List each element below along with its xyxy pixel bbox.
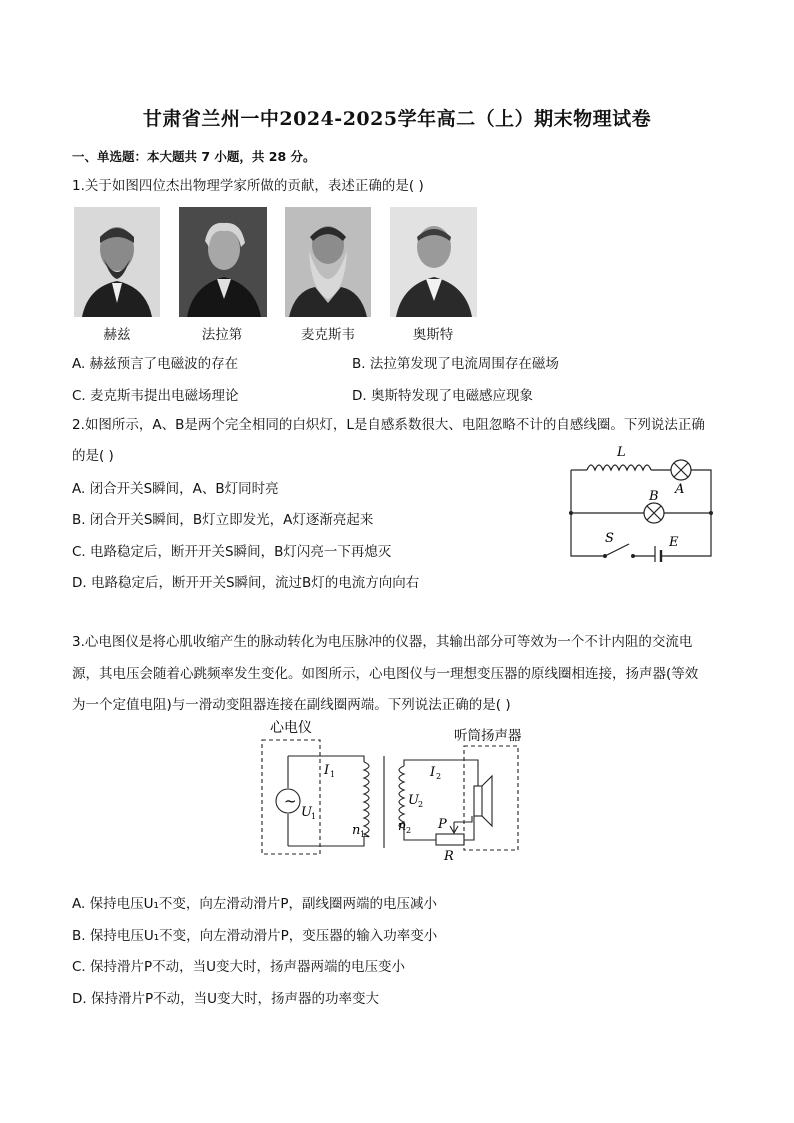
label-u2-sub: 2 — [418, 800, 424, 809]
label-b: B — [649, 489, 659, 504]
q1-option-a[interactable]: A. 赫兹预言了电磁波的存在 — [72, 356, 239, 372]
label-n2-sub: 2 — [406, 826, 412, 835]
faraday-portrait-image — [177, 207, 267, 317]
label-n1-sub: 1 — [360, 830, 366, 839]
hertz-portrait-image — [74, 207, 160, 317]
q2-option-a[interactable]: A. 闭合开关S瞬间，A、B灯同时亮 — [72, 481, 279, 497]
oersted-portrait-image — [389, 207, 477, 317]
label-e: E — [669, 535, 679, 550]
label-i1: I — [324, 763, 330, 778]
portrait-label: 奥斯特 — [412, 327, 454, 343]
portrait-label: 赫兹 — [103, 327, 131, 343]
label-i1-sub: 1 — [330, 770, 336, 779]
page-title: 甘肃省兰州一中2024-2025学年高二（上）期末物理试卷 — [142, 108, 652, 130]
label-i2-sub: 2 — [436, 772, 442, 781]
portrait-hertz — [74, 207, 160, 343]
q3-stem-line3: 为一个定值电阻)与一滑动变阻器连接在副线圈两端。下列说法正确的是( ) — [72, 697, 511, 713]
label-u2: U — [408, 793, 419, 808]
q1-stem: 1.关于如图四位杰出物理学家所做的贡献，表述正确的是( ) — [72, 178, 424, 194]
q2-option-c[interactable]: C. 电路稳定后，断开开关S瞬间，B灯闪亮一下再熄灭 — [72, 544, 392, 560]
q2-stem-line2: 的是( ) — [72, 448, 114, 464]
portrait-faraday — [177, 207, 267, 343]
q2-circuit-diagram — [565, 440, 717, 562]
label-i2: I — [430, 765, 436, 780]
label-n2: n — [398, 819, 407, 834]
label-a: A — [675, 482, 685, 497]
maxwell-portrait-image — [285, 207, 371, 317]
portrait-oersted — [389, 207, 477, 343]
label-r: R — [444, 849, 454, 864]
q3-option-c[interactable]: C. 保持滑片P不动，当U变大时，扬声器两端的电压变小 — [72, 959, 406, 975]
q3-option-b[interactable]: B. 保持电压U₁不变，向左滑动滑片P，变压器的输入功率变小 — [72, 928, 438, 944]
portrait-label: 麦克斯韦 — [301, 327, 355, 343]
q3-option-a[interactable]: A. 保持电压U₁不变，向左滑动滑片P，副线圈两端的电压减小 — [72, 896, 438, 912]
label-speaker: 听筒扬声器 — [454, 728, 522, 744]
label-s: S — [605, 531, 614, 546]
q1-option-c[interactable]: C. 麦克斯韦提出电磁场理论 — [72, 388, 239, 404]
q3-option-d[interactable]: D. 保持滑片P不动，当U变大时，扬声器的功率变大 — [72, 991, 379, 1007]
q3-transformer-diagram — [258, 716, 538, 866]
q2-stem-line1: 2.如图所示，A、B是两个完全相同的白炽灯，L是自感系数很大、电阻忽略不计的自感线圈。下列说法正确 — [72, 417, 705, 433]
label-p: P — [438, 817, 447, 832]
q2-option-b[interactable]: B. 闭合开关S瞬间，B灯立即发光，A灯逐渐亮起来 — [72, 512, 374, 528]
q1-option-d[interactable]: D. 奥斯特发现了电磁感应现象 — [352, 388, 533, 404]
q2-option-d[interactable]: D. 电路稳定后，断开开关S瞬间，流过B灯的电流方向向右 — [72, 575, 420, 591]
label-u1: U — [301, 805, 312, 820]
label-n1: n — [352, 823, 361, 838]
q1-option-b[interactable]: B. 法拉第发现了电流周围存在磁场 — [352, 356, 559, 372]
portrait-maxwell — [285, 207, 371, 343]
ac-source-symbol: ~ — [284, 792, 297, 810]
label-u1-sub: 1 — [311, 812, 317, 821]
section-heading: 一、单选题：本大题共 7 小题，共 28 分。 — [72, 149, 316, 164]
label-l: L — [617, 445, 626, 460]
label-ecg: 心电仪 — [270, 720, 312, 736]
q3-stem-line2: 源，其电压会随着心跳频率发生变化。如图所示，心电图仪与一理想变压器的原线圈相连接，扬声器(等效 — [72, 666, 699, 682]
q3-stem-line1: 3.心电图仪是将心肌收缩产生的脉动转化为电压脉冲的仪器，其输出部分可等效为一个不计内阻的交流电 — [72, 634, 693, 650]
portrait-label: 法拉第 — [201, 327, 243, 343]
